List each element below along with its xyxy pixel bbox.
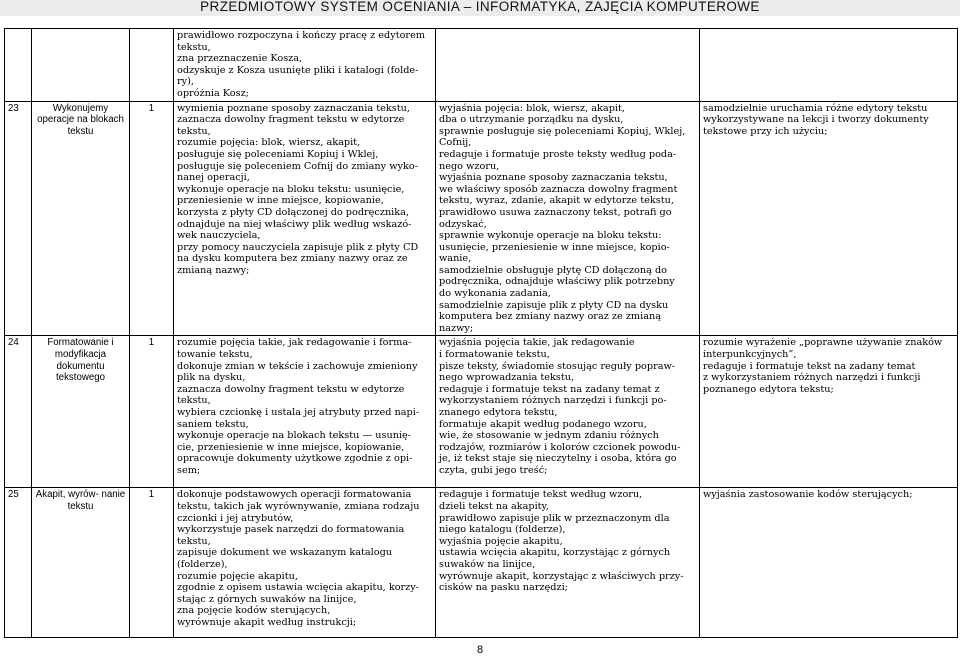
requirement-line: plik na dysku, — [177, 372, 246, 384]
requirements-advanced — [700, 488, 958, 638]
requirement-line: odnajduje na niej właściwy plik według wskazó- — [177, 218, 412, 230]
requirement-line: zna pojęcie kodów sterujących, — [177, 605, 331, 617]
requirement-line: przy pomocy nauczyciela zapisuje plik z płyty CD — [177, 241, 419, 253]
requirements-extended — [436, 29, 700, 102]
requirement-line: redaguje i formatuje tekst na zadany temat z — [439, 383, 660, 395]
requirement-line: usunięcie, przeniesienie w inne miejsce, kopio- — [439, 241, 670, 253]
requirement-line: rozumie pojęcia: blok, wiersz, akapit, — [177, 137, 361, 149]
page-number: 8 — [476, 644, 484, 656]
requirement-line: redaguje i formatuje tekst według wzoru, — [439, 489, 643, 501]
requirements-basic — [174, 336, 436, 488]
requirement-line: tekstu, — [177, 535, 211, 547]
lesson-number: 25 — [5, 488, 32, 638]
requirement-line: tekstu, takich jak wyrównywanie, zmiana rodzaju — [177, 501, 420, 513]
requirements-extended — [436, 101, 700, 336]
requirement-line: z wykorzystaniem różnych narzędzi i funkcji — [703, 372, 921, 384]
requirement-line: samodzielnie zapisuje plik z płyty CD na dysku — [439, 299, 669, 311]
lesson-topic: Formatowanie i modyfikacja dokumentu tekstowego — [32, 336, 130, 488]
requirement-line: tekstowe przy ich użyciu; — [703, 125, 828, 137]
page-header — [0, 0, 960, 16]
requirement-line: interpunkcyjnych”, — [703, 349, 797, 361]
requirement-line: wykonuje operacje na blokach tekstu — usunię- — [177, 430, 412, 442]
requirement-line: zaznacza dowolny fragment tekstu w edytorze — [177, 114, 405, 126]
requirement-line: wie, że stosowanie w jednym zdaniu różnych — [439, 430, 659, 442]
requirement-line: wyjaśnia pojęcia takie, jak redagowanie — [439, 337, 635, 349]
requirement-line: wykorzystuje pasek narzędzi do formatowania — [177, 524, 405, 536]
requirement-line: komputera bez zmiany nazwy oraz ze zmianą — [439, 311, 661, 323]
requirement-line: rodzajów, rozmiarów i kolorów czcionek powodu- — [439, 441, 681, 453]
requirement-line: wyjaśnia pojęcia: blok, wiersz, akapit, — [439, 102, 625, 114]
requirement-line: tekstu, — [177, 395, 211, 407]
requirement-line: cie, przeniesienie w inne miejsce, kopiowanie, — [177, 441, 405, 453]
requirement-line: formatuje akapit według podanego wzoru, — [439, 418, 647, 430]
requirement-line: opracowuje dokumenty użytkowe zgodnie z opi- — [177, 453, 413, 465]
requirement-line: zna przeznaczenie Kosza, — [177, 53, 303, 65]
requirement-line: prawidłowo rozpoczyna i kończy pracę z edytorem — [177, 30, 425, 41]
requirement-line: wek nauczyciela, — [177, 230, 261, 242]
lesson-number: 24 — [5, 336, 32, 488]
requirement-line: korzysta z płyty CD dołączonej do podręcznika, — [177, 206, 410, 218]
requirements-basic — [174, 488, 436, 638]
requirement-line: redaguje i formatuje proste teksty według poda- — [439, 148, 677, 160]
requirement-line: rozumie pojęcie akapitu, — [177, 570, 298, 582]
table-row — [5, 29, 958, 102]
hours-count — [130, 29, 174, 102]
requirement-line: dokonuje podstawowych operacji formatowania — [177, 489, 412, 501]
lesson-number — [5, 29, 32, 102]
hours-count: 1 — [130, 101, 174, 336]
hours-count: 1 — [130, 488, 174, 638]
requirement-line: rozumie pojęcia takie, jak redagowanie i forma- — [177, 337, 412, 349]
requirement-line: samodzielnie obsługuje płytę CD dołączoną do — [439, 264, 668, 276]
requirement-line: prawidłowo zapisuje plik w przeznaczonym dla — [439, 512, 670, 524]
requirement-line: saniem tekstu, — [177, 418, 249, 430]
requirements-basic — [174, 101, 436, 336]
requirement-line: rozumie wyrażenie „poprawne używanie znaków — [703, 337, 943, 349]
requirements-advanced — [700, 101, 958, 336]
requirement-line: poznanego edytora tekstu; — [703, 383, 834, 395]
requirement-line: do wykonania zadania, — [439, 288, 551, 300]
requirement-line: wyjaśnia poznane sposoby zaznaczania tekstu, — [439, 172, 668, 184]
table-row — [5, 101, 958, 336]
requirements-basic — [174, 29, 436, 102]
requirement-line: cisków na pasku narzędzi; — [439, 582, 568, 594]
requirement-line: zaznacza dowolny fragment tekstu w edytorze — [177, 383, 405, 395]
requirement-line: odzyskać, — [439, 218, 487, 230]
requirement-line: ustawia wcięcia akapitu, korzystając z górnych — [439, 547, 671, 559]
lesson-topic: Akapit, wyrów- nanie tekstu — [32, 488, 130, 638]
lesson-topic — [32, 29, 130, 102]
requirement-line: wykonuje operacje na bloku tekstu: usunięcie, — [177, 183, 405, 195]
table-row — [5, 488, 958, 638]
requirements-advanced — [700, 29, 958, 102]
requirement-line: prawidłowo usuwa zaznaczony tekst, potrafi go — [439, 206, 672, 218]
requirement-line: zapisuje dokument we wskazanym katalogu — [177, 547, 393, 559]
requirement-line: tekstu, — [177, 41, 211, 53]
requirement-line: i formatowanie tekstu, — [439, 349, 550, 361]
requirement-line: podręcznika, odnajduje właściwy plik potrzebny — [439, 276, 675, 288]
requirement-line: nazwy; — [439, 322, 474, 334]
requirement-line: wykorzystywane na lekcji i tworzy dokumenty — [703, 114, 929, 126]
requirement-line: we właściwy sposób zaznacza dowolny fragment — [439, 183, 678, 195]
requirement-line: wyrównuje akapit według instrukcji; — [177, 616, 357, 628]
requirement-line: czcionki i jej atrybutów, — [177, 512, 294, 524]
hours-count: 1 — [130, 336, 174, 488]
requirements-extended — [436, 488, 700, 638]
requirement-line: pisze teksty, świadomie stosując reguły popraw- — [439, 360, 676, 372]
requirement-line: niego katalogu (folderze), — [439, 524, 566, 536]
requirement-line: (folderze), — [177, 559, 228, 570]
requirement-line: redaguje i formatuje tekst na zadany temat — [703, 360, 916, 372]
requirement-line: stając z górnych suwaków na linijce, — [177, 593, 357, 605]
requirement-line: towanie tekstu, — [177, 349, 253, 361]
requirement-line: dokonuje zmian w tekście i zachowuje zmieniony — [177, 360, 418, 372]
requirements-advanced — [700, 336, 958, 488]
requirement-line: wykorzystaniem różnych narzędzi i funkcji po- — [439, 395, 667, 407]
requirement-line: sprawnie wykonuje operacje na bloku tekstu: — [439, 230, 662, 242]
requirement-line: wybiera czcionkę i ustala jej atrybuty przed napi- — [177, 407, 420, 418]
requirement-line: nego wprowadzania tekstu, — [439, 372, 575, 384]
requirement-line: nanej operacji, — [177, 172, 250, 184]
requirement-line: odzyskuje z Kosza usunięte pliki i katalogi (folde- — [177, 64, 419, 76]
requirement-line: zgodnie z opisem ustawia wcięcia akapitu, korzy- — [177, 582, 420, 594]
criteria-table — [4, 28, 958, 638]
requirement-line: zmianą nazwy; — [177, 264, 250, 276]
requirement-line: wanie, — [439, 253, 472, 265]
requirement-line: wyjaśnia zastosowanie kodów sterujących; — [703, 489, 913, 501]
requirement-line: znanego edytora tekstu, — [439, 407, 558, 418]
table-row — [5, 336, 958, 488]
requirement-line: wyrównuje akapit, korzystając z właściwych przy- — [439, 570, 684, 582]
requirement-line: Cofnij, — [439, 137, 472, 149]
requirement-line: suwaków na linijce, — [439, 559, 536, 570]
requirement-line: posługuje się poleceniem Cofnij do zmiany wyko- — [177, 160, 418, 172]
requirement-line: przeniesienie w inne miejsce, kopiowanie, — [177, 195, 384, 207]
requirement-line: samodzielnie uruchamia różne edytory tekstu — [703, 102, 928, 114]
requirement-line: czyta, gubi jego treść; — [439, 464, 548, 476]
requirement-line: dba o utrzymanie porządku na dysku, — [439, 114, 624, 126]
requirements-extended — [436, 336, 700, 488]
page-title: PRZEDMIOTOWY SYSTEM OCENIANIA – INFORMATYKA, ZAJĘCIA KOMPUTEROWE — [200, 0, 760, 14]
requirement-line: tekstu, — [177, 125, 211, 137]
requirement-line: dzieli tekst na akapity, — [439, 501, 549, 513]
requirement-line: na dysku komputera bez zmiany nazwy oraz ze — [177, 253, 408, 265]
requirement-line: je, iż tekst staje się nieczytelny i osoba, która go — [439, 453, 677, 465]
requirement-line: sem; — [177, 464, 201, 476]
requirement-line: tekstu, wyraz, zdanie, akapit w edytorze tekstu, — [439, 195, 674, 207]
lesson-topic: Wykonujemy operacje na blokach tekstu — [32, 101, 130, 336]
requirement-line: nego wzoru, — [439, 160, 500, 172]
requirement-line: ry), — [177, 76, 194, 88]
requirement-line: wymienia poznane sposoby zaznaczania tekstu, — [177, 102, 410, 114]
requirement-line: wyjaśnia pojęcie akapitu, — [439, 535, 563, 547]
requirement-line: sprawnie posługuje się poleceniami Kopiuj, Wklej, — [439, 125, 686, 137]
lesson-number: 23 — [5, 101, 32, 336]
requirement-line: posługuje się poleceniami Kopiuj i Wklej, — [177, 148, 379, 160]
requirement-line: opróżnia Kosz; — [177, 87, 249, 99]
